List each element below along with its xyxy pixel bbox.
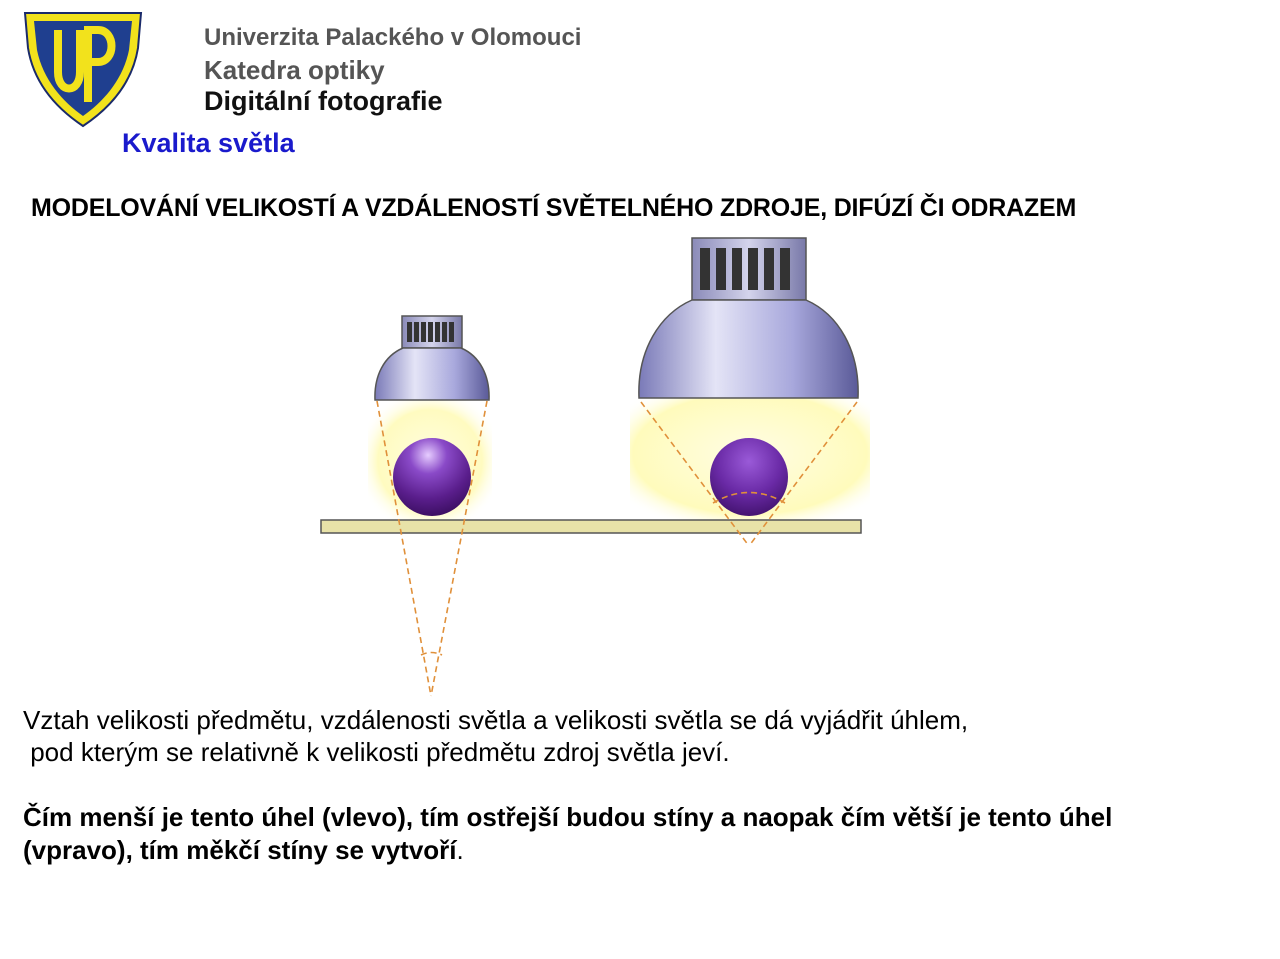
conclusion-line-2-bold: (vpravo), tím měkčí stíny se vytvoří: [23, 835, 457, 865]
course-name: Digitální fotografie: [204, 86, 443, 116]
department-name: Katedra optiky: [204, 55, 385, 85]
conclusion-line-1: Čím menší je tento úhel (vlevo), tím ostřejší budou stíny a naopak čím větší je tento úhel: [23, 802, 1113, 832]
sphere-icon-left: [393, 438, 471, 516]
shelf-board: [321, 520, 861, 533]
small-lamp-shade: [375, 348, 489, 400]
sphere-icon-right: [710, 438, 788, 516]
topic-title: Kvalita světla: [122, 128, 295, 158]
conclusion-line-2: [23, 835, 464, 866]
small-lamp-icon: [375, 316, 489, 400]
large-lamp-shade: [639, 300, 858, 398]
conclusion-line-2-end: .: [456, 835, 464, 865]
explanation-line-1: Vztah velikosti předmětu, vzdálenosti světla a velikosti světla se dá vyjádřit úhlem,: [23, 705, 969, 735]
university-name: Univerzita Palackého v Olomouci: [204, 24, 582, 51]
large-lamp-icon: [639, 238, 858, 398]
explanation-line-2: pod kterým se relativně k velikosti předmětu zdroj světla jeví.: [23, 737, 730, 767]
slide-heading: MODELOVÁNÍ VELIKOSTÍ A VZDÁLENOSTÍ SVĚTELNÉHO ZDROJE, DIFÚZÍ ČI ODRAZEM: [31, 194, 1077, 222]
